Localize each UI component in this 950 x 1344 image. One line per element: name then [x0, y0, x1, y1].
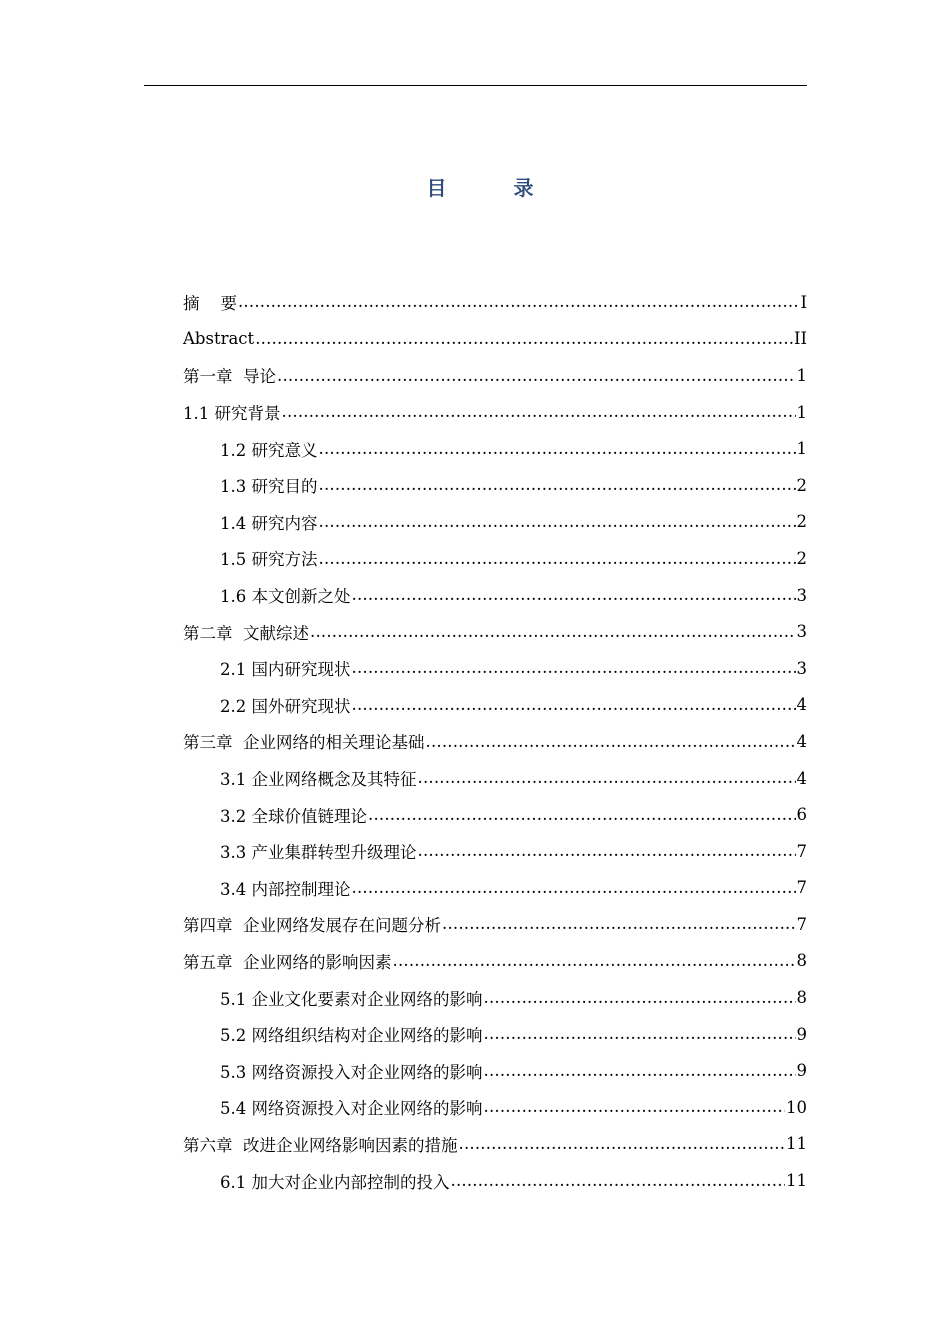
toc-leader-dots: [393, 951, 796, 971]
toc-entry-label: 6.1 加大对企业内部控制的投入: [220, 1172, 450, 1192]
toc-leader-dots: [442, 914, 796, 934]
toc-entry-5-2[interactable]: [183, 1016, 807, 1053]
toc-leader-dots: [418, 768, 796, 788]
toc-leader-dots: [319, 475, 796, 495]
toc-page-number: 1: [796, 402, 807, 422]
page-title: 目 录: [426, 176, 564, 200]
toc-entry-label: 1.2 研究意义: [220, 440, 318, 460]
toc-leader-dots: [255, 329, 793, 349]
toc-leader-dots: [352, 585, 796, 605]
toc-entry-6-1[interactable]: [183, 1162, 807, 1199]
toc-entry-label: 第一章 导论: [183, 367, 276, 387]
toc-page-number: 3: [796, 622, 807, 642]
toc-entry-label: 5.1 企业文化要素对企业网络的影响: [220, 989, 483, 1009]
toc-entry-label: 第四章 企业网络发展存在问题分析: [183, 916, 441, 936]
toc-entry-label: 第二章 文献综述: [183, 623, 309, 643]
toc-entry-label: 摘 要: [183, 294, 237, 314]
toc-entry-label: 第五章 企业网络的影响因素: [183, 952, 392, 972]
toc-page-number: 2: [796, 475, 807, 495]
toc-entry-chapter-6[interactable]: [183, 1126, 807, 1163]
toc-page-number: 9: [796, 1061, 807, 1081]
toc-entry-label: 1.6 本文创新之处: [220, 587, 351, 607]
toc-page-number: 7: [796, 914, 807, 934]
toc-entry-label: Abstract: [183, 329, 255, 349]
toc-page-number: 3: [796, 585, 807, 605]
toc-entry-label: 3.3 产业集群转型升级理论: [220, 843, 417, 863]
toc-leader-dots: [352, 878, 796, 898]
toc-entry-label: 5.3 网络资源投入对企业网络的影响: [220, 1062, 483, 1082]
header-rule: [144, 85, 807, 86]
toc-page-number: 1: [796, 365, 807, 385]
toc-page-number: 8: [796, 988, 807, 1008]
toc-entry-3-1[interactable]: [183, 760, 807, 797]
toc-leader-dots: [484, 988, 796, 1008]
toc-leader-dots: [352, 695, 796, 715]
toc-page-number: 1: [796, 439, 807, 459]
toc-entry-label: 5.2 网络组织结构对企业网络的影响: [220, 1026, 483, 1046]
toc-entry-label: 3.1 企业网络概念及其特征: [220, 770, 417, 790]
toc-page-number: 11: [786, 1134, 807, 1154]
toc-entry-2-1[interactable]: [183, 650, 807, 687]
toc-leader-dots: [484, 1097, 786, 1117]
toc-page-number: 11: [786, 1171, 807, 1191]
toc-page-number: 7: [796, 878, 807, 898]
toc-entry-chapter-5[interactable]: [183, 943, 807, 980]
toc-leader-dots: [282, 402, 796, 422]
toc-entry-label: 3.2 全球价值链理论: [220, 806, 367, 826]
toc-entry-label: 2.1 国内研究现状: [220, 660, 351, 680]
toc-leader-dots: [484, 1024, 796, 1044]
toc-page-number: 2: [796, 548, 807, 568]
toc-entry-label: 第三章 企业网络的相关理论基础: [183, 733, 425, 753]
toc-entry-chapter-4[interactable]: [183, 906, 807, 943]
toc-leader-dots: [418, 841, 796, 861]
toc-entry-1-6[interactable]: [183, 577, 807, 614]
toc-entry-chapter-1[interactable]: [183, 357, 807, 394]
toc-leader-dots: [310, 622, 796, 642]
toc-page-number: 9: [796, 1024, 807, 1044]
toc-entry-2-2[interactable]: [183, 687, 807, 724]
toc-entry-label: 1.4 研究内容: [220, 513, 318, 533]
toc-entry-chapter-2[interactable]: [183, 613, 807, 650]
toc-entry-label: 1.5 研究方法: [220, 550, 318, 570]
toc-entry-5-4[interactable]: [183, 1089, 807, 1126]
toc-entry-1-4[interactable]: [183, 504, 807, 541]
toc-leader-dots: [451, 1171, 786, 1191]
toc-entry-5-1[interactable]: [183, 979, 807, 1016]
toc-entry-chapter-3[interactable]: [183, 723, 807, 760]
toc-entry-3-3[interactable]: [183, 833, 807, 870]
toc-leader-dots: [277, 366, 796, 386]
toc-leader-dots: [319, 512, 796, 532]
toc-page-number: I: [800, 292, 807, 312]
toc-entry-label: 1.1 研究背景: [183, 404, 281, 424]
toc-entry-1-1[interactable]: [183, 394, 807, 431]
toc-entry-3-4[interactable]: [183, 870, 807, 907]
toc-entry-1-2[interactable]: [183, 430, 807, 467]
toc-leader-dots: [484, 1061, 796, 1081]
toc-leader-dots: [426, 732, 796, 752]
toc-entry-1-5[interactable]: [183, 540, 807, 577]
toc-entry-abstract-en[interactable]: [183, 321, 807, 358]
toc-leader-dots: [319, 549, 796, 569]
toc-leader-dots: [368, 805, 796, 825]
toc-page-number: 7: [796, 841, 807, 861]
toc-page-number: 8: [796, 951, 807, 971]
toc-entry-label: 5.4 网络资源投入对企业网络的影响: [220, 1099, 483, 1119]
toc-page-number: 2: [796, 512, 807, 532]
toc-entry-abstract-cn[interactable]: [183, 284, 807, 321]
toc-entry-3-2[interactable]: [183, 796, 807, 833]
toc-entry-label: 1.3 研究目的: [220, 477, 318, 497]
toc-page-number: 4: [796, 731, 807, 751]
toc-page-number: II: [793, 329, 807, 349]
toc-entry-5-3[interactable]: [183, 1052, 807, 1089]
toc-leader-dots: [352, 658, 796, 678]
toc-entry-label: 3.4 内部控制理论: [220, 879, 351, 899]
toc-entry-label: 2.2 国外研究现状: [220, 696, 351, 716]
toc-entry-label: 第六章 改进企业网络影响因素的措施: [183, 1135, 458, 1155]
toc-list: [183, 284, 807, 1199]
toc-leader-dots: [319, 439, 796, 459]
toc-page-number: 3: [796, 658, 807, 678]
toc-leader-dots: [238, 292, 799, 312]
toc-page-number: 4: [796, 695, 807, 715]
toc-page-number: 6: [796, 805, 807, 825]
toc-page-number: 10: [786, 1097, 807, 1117]
toc-entry-1-3[interactable]: [183, 467, 807, 504]
toc-leader-dots: [459, 1134, 786, 1154]
toc-page-number: 4: [796, 768, 807, 788]
